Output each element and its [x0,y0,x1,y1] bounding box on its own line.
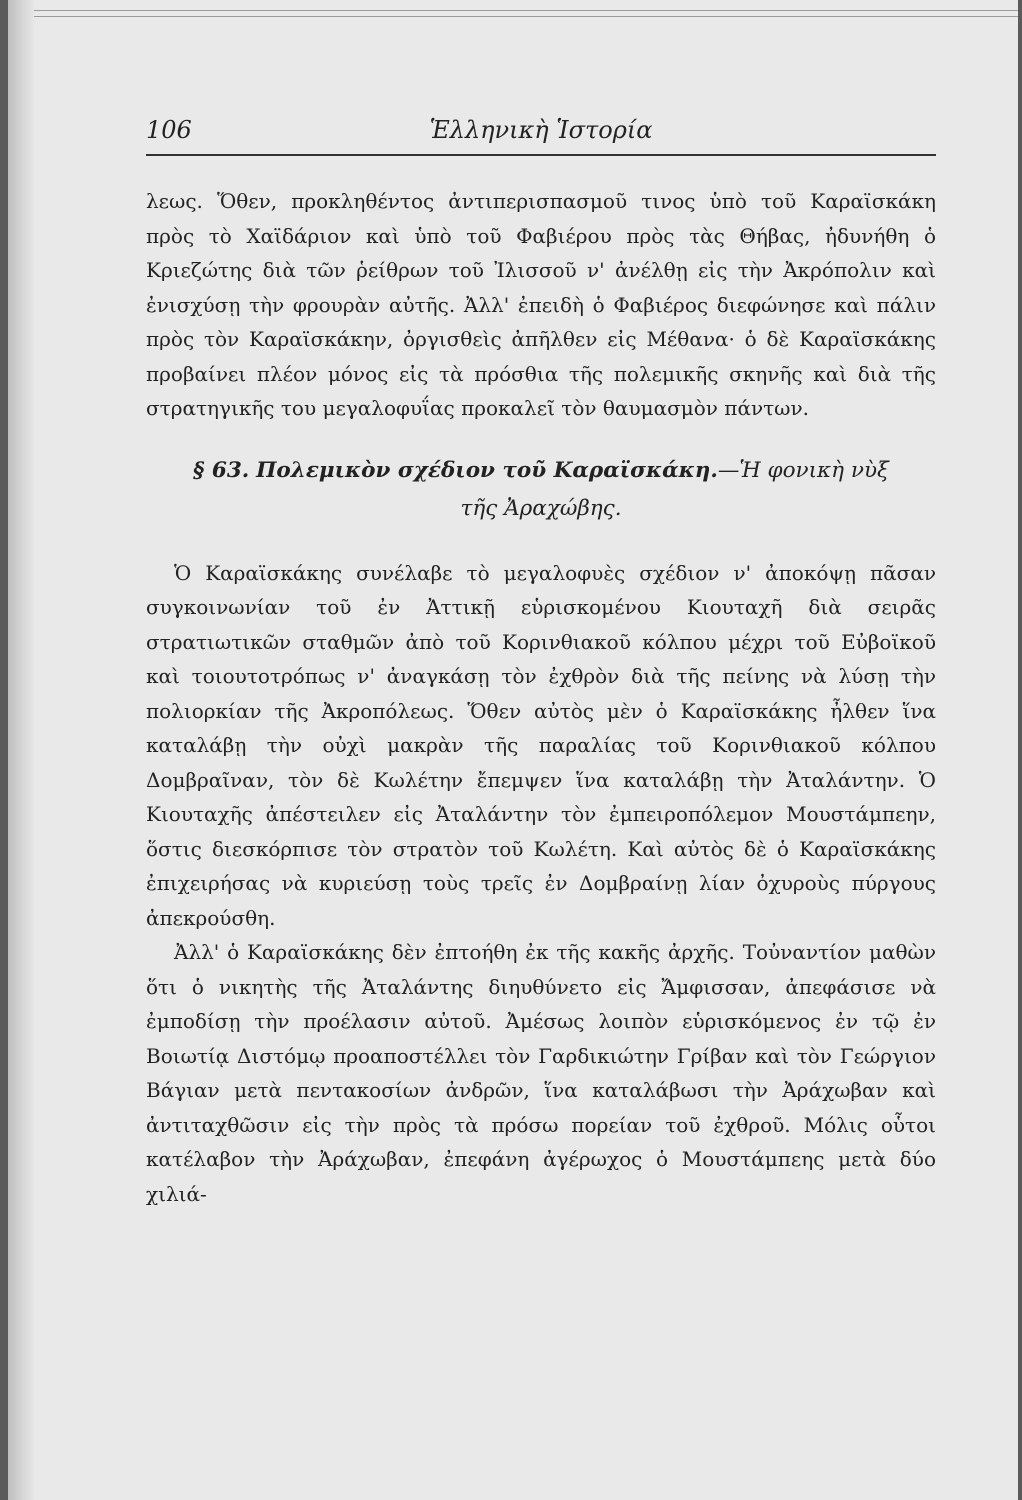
section-subtitle-part2: τῆς Ἀραχώβης. [460,495,622,521]
section-title: Πολεμικὸν σχέδιον τοῦ Καραϊσκάκη. [256,457,718,483]
page-binding-edge [8,0,34,1500]
book-page [8,0,1018,1500]
page-edge-line [34,16,1018,17]
section-subtitle-part1: Ἡ φονικὴ νὺξ [739,457,889,483]
section-separator: — [717,457,740,483]
page-number: 106 [146,116,192,144]
paragraph: λεως. Ὅθεν, προκληθέντος ἀντιπερισπασμοῦ τινος ὑπὸ τοῦ Καραϊσκάκη πρὸς τὸ Χαϊδάριον καὶ ὑπὸ τοῦ Φαβιέρου πρὸς τὰς Θήβας, ἠδυνήθη ὁ Κριεζώτης διὰ τῶν ῥείθρων τοῦ Ἰλισσοῦ ν' ἀνέλθῃ εἰς τὴν Ἀκρόπολιν καὶ ἐνισχύσῃ τὴν φρουρὰν αὐτῆς. Ἀλλ' ἐπειδὴ ὁ Φαβιέρος διεφώνησε καὶ πάλιν πρὸς τὸν Καραϊσκάκην, ὀργισθεὶς ἀπῆλθεν εἰς Μέθανα· ὁ δὲ Καραϊσκάκης προβαίνει πλέον μόνος εἰς τὰ πρόσθια τῆς πολεμικῆς σκηνῆς καὶ διὰ τῆς στρατηγικῆς του μεγαλοφυΐας προκαλεῖ τὸν θαυμασμὸν πάντων. [146,189,936,420]
paragraph: Ἀλλ' ὁ Καραϊσκάκης δὲν ἐπτοήθη ἐκ τῆς κακῆς ἀρχῆς. Τοὐναντίον μαθὼν ὅτι ὁ νικητὴς τῆς Ἀταλάντης διηυθύνετο εἰς Ἄμφισσαν, ἀπεφάσισε νὰ ἐμποδίσῃ τὴν προέλασιν αὐτοῦ. Ἀμέσως λοιπὸν εὑρισκόμενος ἐν τῷ ἐν Βοιωτίᾳ Διστόμῳ προαποστέλλει τὸν Γαρδικιώτην Γρίβαν καὶ τὸν Γεώργιον Βάγιαν μετὰ πεντακοσίων ἀνδρῶν, ἵνα καταλάβωσι τὴν Ἀράχωβαν καὶ ἀντιταχθῶσιν εἰς τὴν πρὸς τὰ πρόσω πορείαν τοῦ ἐχθροῦ. Μόλις οὗτοι κατέλαβον τὴν Ἀράχωβαν, ἐπεφάνη ἀγέρωχος ὁ Μουστάμπεης μετὰ δύο χιλιά- [146,940,936,1206]
page-edge-line [34,10,1018,11]
paragraph: Ὁ Καραϊσκάκης συνέλαβε τὸ μεγαλοφυὲς σχέδιον ν' ἀποκόψῃ πᾶσαν συγκοινωνίαν τοῦ ἐν Ἀττικῇ εὑρισκομένου Κιουταχῆ διὰ σειρᾶς στρατιωτικῶν σταθμῶν ἀπὸ τοῦ Κορινθιακοῦ κόλπου μέχρι τοῦ Εὐβοϊκοῦ καὶ τοιουτοτρόπως ν' ἀναγκάσῃ τὸν ἐχθρὸν διὰ τῆς πείνης νὰ λύσῃ τὴν πολιορκίαν τῆς Ἀκροπόλεως. Ὅθεν αὐτὸς μὲν ὁ Καραϊσκάκης ἦλθεν ἵνα καταλάβῃ τὴν οὐχὶ μακρὰν τῆς παραλίας τοῦ Κορινθιακοῦ κόλπου Δομβραῖναν, τὸν δὲ Κωλέτην ἔπεμψεν ἵνα καταλάβῃ τὴν Ἀταλάντην. Ὁ Κιουταχῆς ἀπέστειλεν εἰς Ἀταλάντην τὸν ἐμπειροπόλεμον Μουστάμπεην, ὅστις διεσκόρπισε τὸν στρατὸν τοῦ Κωλέτη. Καὶ αὐτὸς δὲ ὁ Καραϊσκάκης ἐπιχειρήσας νὰ κυριεύσῃ τοὺς τρεῖς ἐν Δομβραίνῃ λίαν ὀχυροὺς πύργους ἀπεκρούσθη. [146,560,936,930]
section-heading [146,452,936,528]
page-content [146,112,936,1211]
page-header [146,112,936,156]
running-head: Ἑλληνικὴ Ἱστορία [429,116,653,144]
section-number: § 63. [193,457,250,483]
page-body [146,184,936,1211]
